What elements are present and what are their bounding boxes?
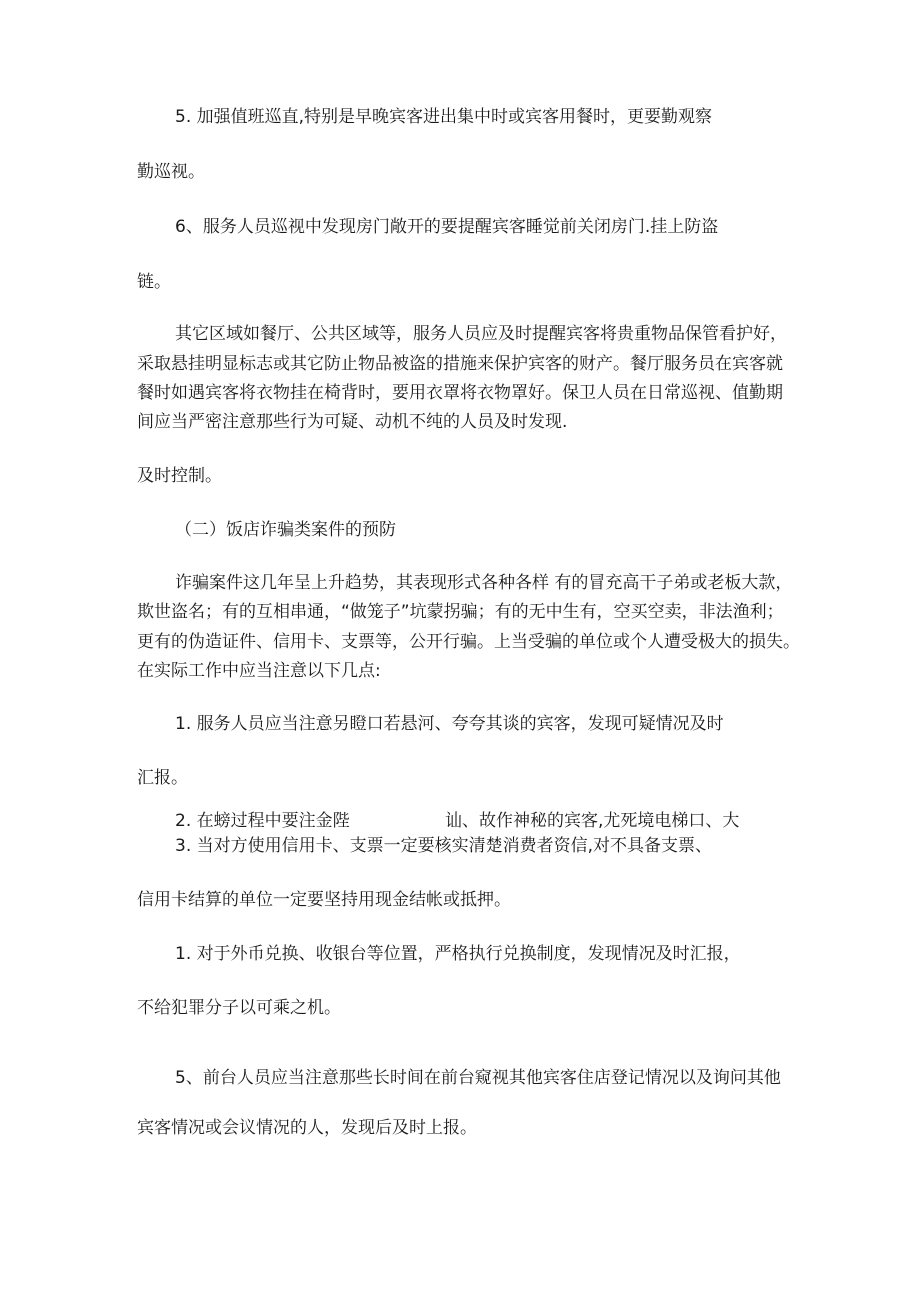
text-line: 1. 对于外币兑换、收银台等位置，严格执行兑换制度，发现情况及时汇报， [175, 944, 741, 964]
text-segment: 2. 在螃过程中要注金陛 [175, 811, 350, 831]
text-line: 不给犯罪分子以可乘之机。 [137, 998, 341, 1018]
text-segment: 讪、故作神秘的宾客,尤死境电梯口、大 [445, 811, 740, 831]
text-line: 5. 加强值班巡直,特别是早晚宾客进出集中时或宾客用餐时，更要勤观察 [175, 107, 713, 127]
text-line: 诈骗案件这几年呈上升趋势，其表现形式各种各样 有的冒充高干子弟或老板大款， [175, 573, 793, 593]
section-heading: （二）饭店诈骗类案件的预防 [175, 520, 396, 540]
text-line: 链。 [137, 272, 171, 292]
text-line: 其它区域如餐厅、公共区域等，服务人员应及时提醒宾客将贵重物品保管看护好， [175, 324, 787, 344]
text-line: 勤巡视。 [137, 162, 205, 182]
text-line: 餐时如遇宾客将衣物挂在椅背时，要用衣罩将衣物罩好。保卫人员在日常巡视、值勤期 [137, 383, 783, 403]
text-line: 宾客情况或会议情况的人，发现后及时上报。 [137, 1118, 477, 1138]
text-line: 欺世盗名；有的互相串通，“做笼子”坑蒙拐骗；有的无中生有，空买空卖，非法渔利； [137, 602, 784, 622]
text-line: 5、前台人员应当注意那些长时间在前台窥视其他宾客住店登记情况以及询问其他 [175, 1068, 781, 1088]
text-line: 信用卡结算的单位一定要坚持用现金结帐或抵押。 [137, 890, 511, 910]
text-line: 1. 服务人员应当注意另瞪口若悬河、夸夸其谈的宾客，发现可疑情况及时 [175, 714, 724, 734]
text-line-split [175, 811, 775, 831]
text-line: 在实际工作中应当注意以下几点: [137, 661, 381, 681]
text-line: 及时控制。 [137, 466, 222, 486]
text-line: 6、服务人员巡视中发现房门敞开的要提醒宾客睡觉前关闭房门.挂上防盗 [175, 217, 719, 237]
text-line: 间应当严密注意那些行为可疑、动机不纯的人员及时发现. [137, 412, 568, 432]
text-line: 采取悬挂明显标志或其它防止物品被盗的措施来保护宾客的财产。餐厅服务员在宾客就 [137, 354, 783, 374]
text-line: 更有的伪造证件、信用卡、支票等，公开行骗。上当受骗的单位或个人遭受极大的损失。 [137, 632, 800, 652]
text-line: 汇报。 [137, 768, 188, 788]
text-line: 3. 当对方使用信用卡、支票一定要核实清楚消费者资信,对不具备支票、 [175, 836, 713, 856]
